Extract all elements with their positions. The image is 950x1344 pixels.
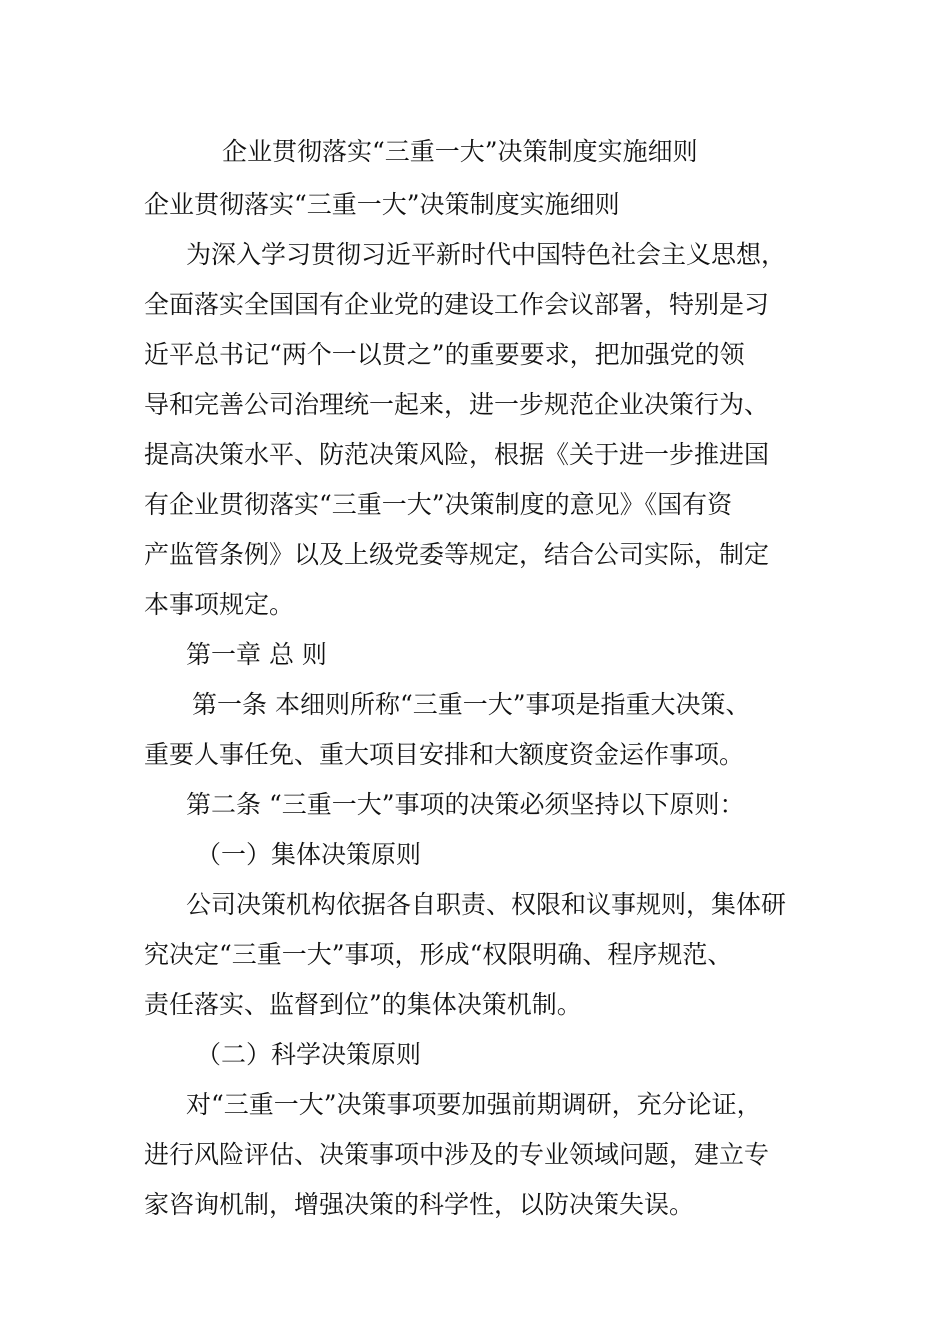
paragraph-line: 家咨询机制，增强决策的科学性，以防决策失误。 (144, 1190, 695, 1219)
article-line: 第一条 本细则所称“三重一大”事项是指重大决策、 (192, 690, 751, 719)
article-line: 重要人事任免、重大项目安排和大额度资金运作事项。 (144, 740, 745, 769)
paragraph-line: 本事项规定。 (144, 590, 295, 619)
chapter-heading: 第一章 总 则 (186, 640, 327, 669)
section-heading: （一）集体决策原则 (196, 840, 422, 869)
paragraph-line: 提高决策水平、防范决策风险，根据《关于进一步推进国 (144, 440, 770, 469)
paragraph-line: 公司决策机构依据各自职责、权限和议事规则，集体研 (186, 890, 787, 919)
paragraph-line: 为深入学习贯彻习近平新时代中国特色社会主义思想， (186, 240, 787, 269)
article-line: 第二条 “三重一大”事项的决策必须坚持以下原则： (186, 790, 745, 819)
paragraph-line: 有企业贯彻落实“三重一大”决策制度的意见》《国有资 (144, 490, 733, 519)
document-body (144, 180, 810, 1230)
paragraph-line: 责任落实、监督到位”的集体决策机制。 (144, 990, 582, 1019)
paragraph-line: 导和完善公司治理统一起来，进一步规范企业决策行为、 (144, 390, 770, 419)
document-subtitle: 企业贯彻落实“三重一大”决策制度实施细则 (144, 190, 620, 219)
paragraph-line: 究决定“三重一大”事项，形成“权限明确、程序规范、 (144, 940, 733, 969)
paragraph-line: 进行风险评估、决策事项中涉及的专业领域问题，建立专 (144, 1140, 770, 1169)
document-title: 企业贯彻落实“三重一大”决策制度实施细则 (222, 137, 698, 166)
paragraph-line: 近平总书记“两个一以贯之”的重要要求，把加强党的领 (144, 340, 745, 369)
section-heading: （二）科学决策原则 (196, 1040, 422, 1069)
paragraph-line: 对“三重一大”决策事项要加强前期调研，充分论证， (186, 1090, 762, 1119)
paragraph-line: 全面落实全国国有企业党的建设工作会议部署，特别是习 (144, 290, 770, 319)
paragraph-line: 产监管条例》以及上级党委等规定，结合公司实际，制定 (144, 540, 770, 569)
